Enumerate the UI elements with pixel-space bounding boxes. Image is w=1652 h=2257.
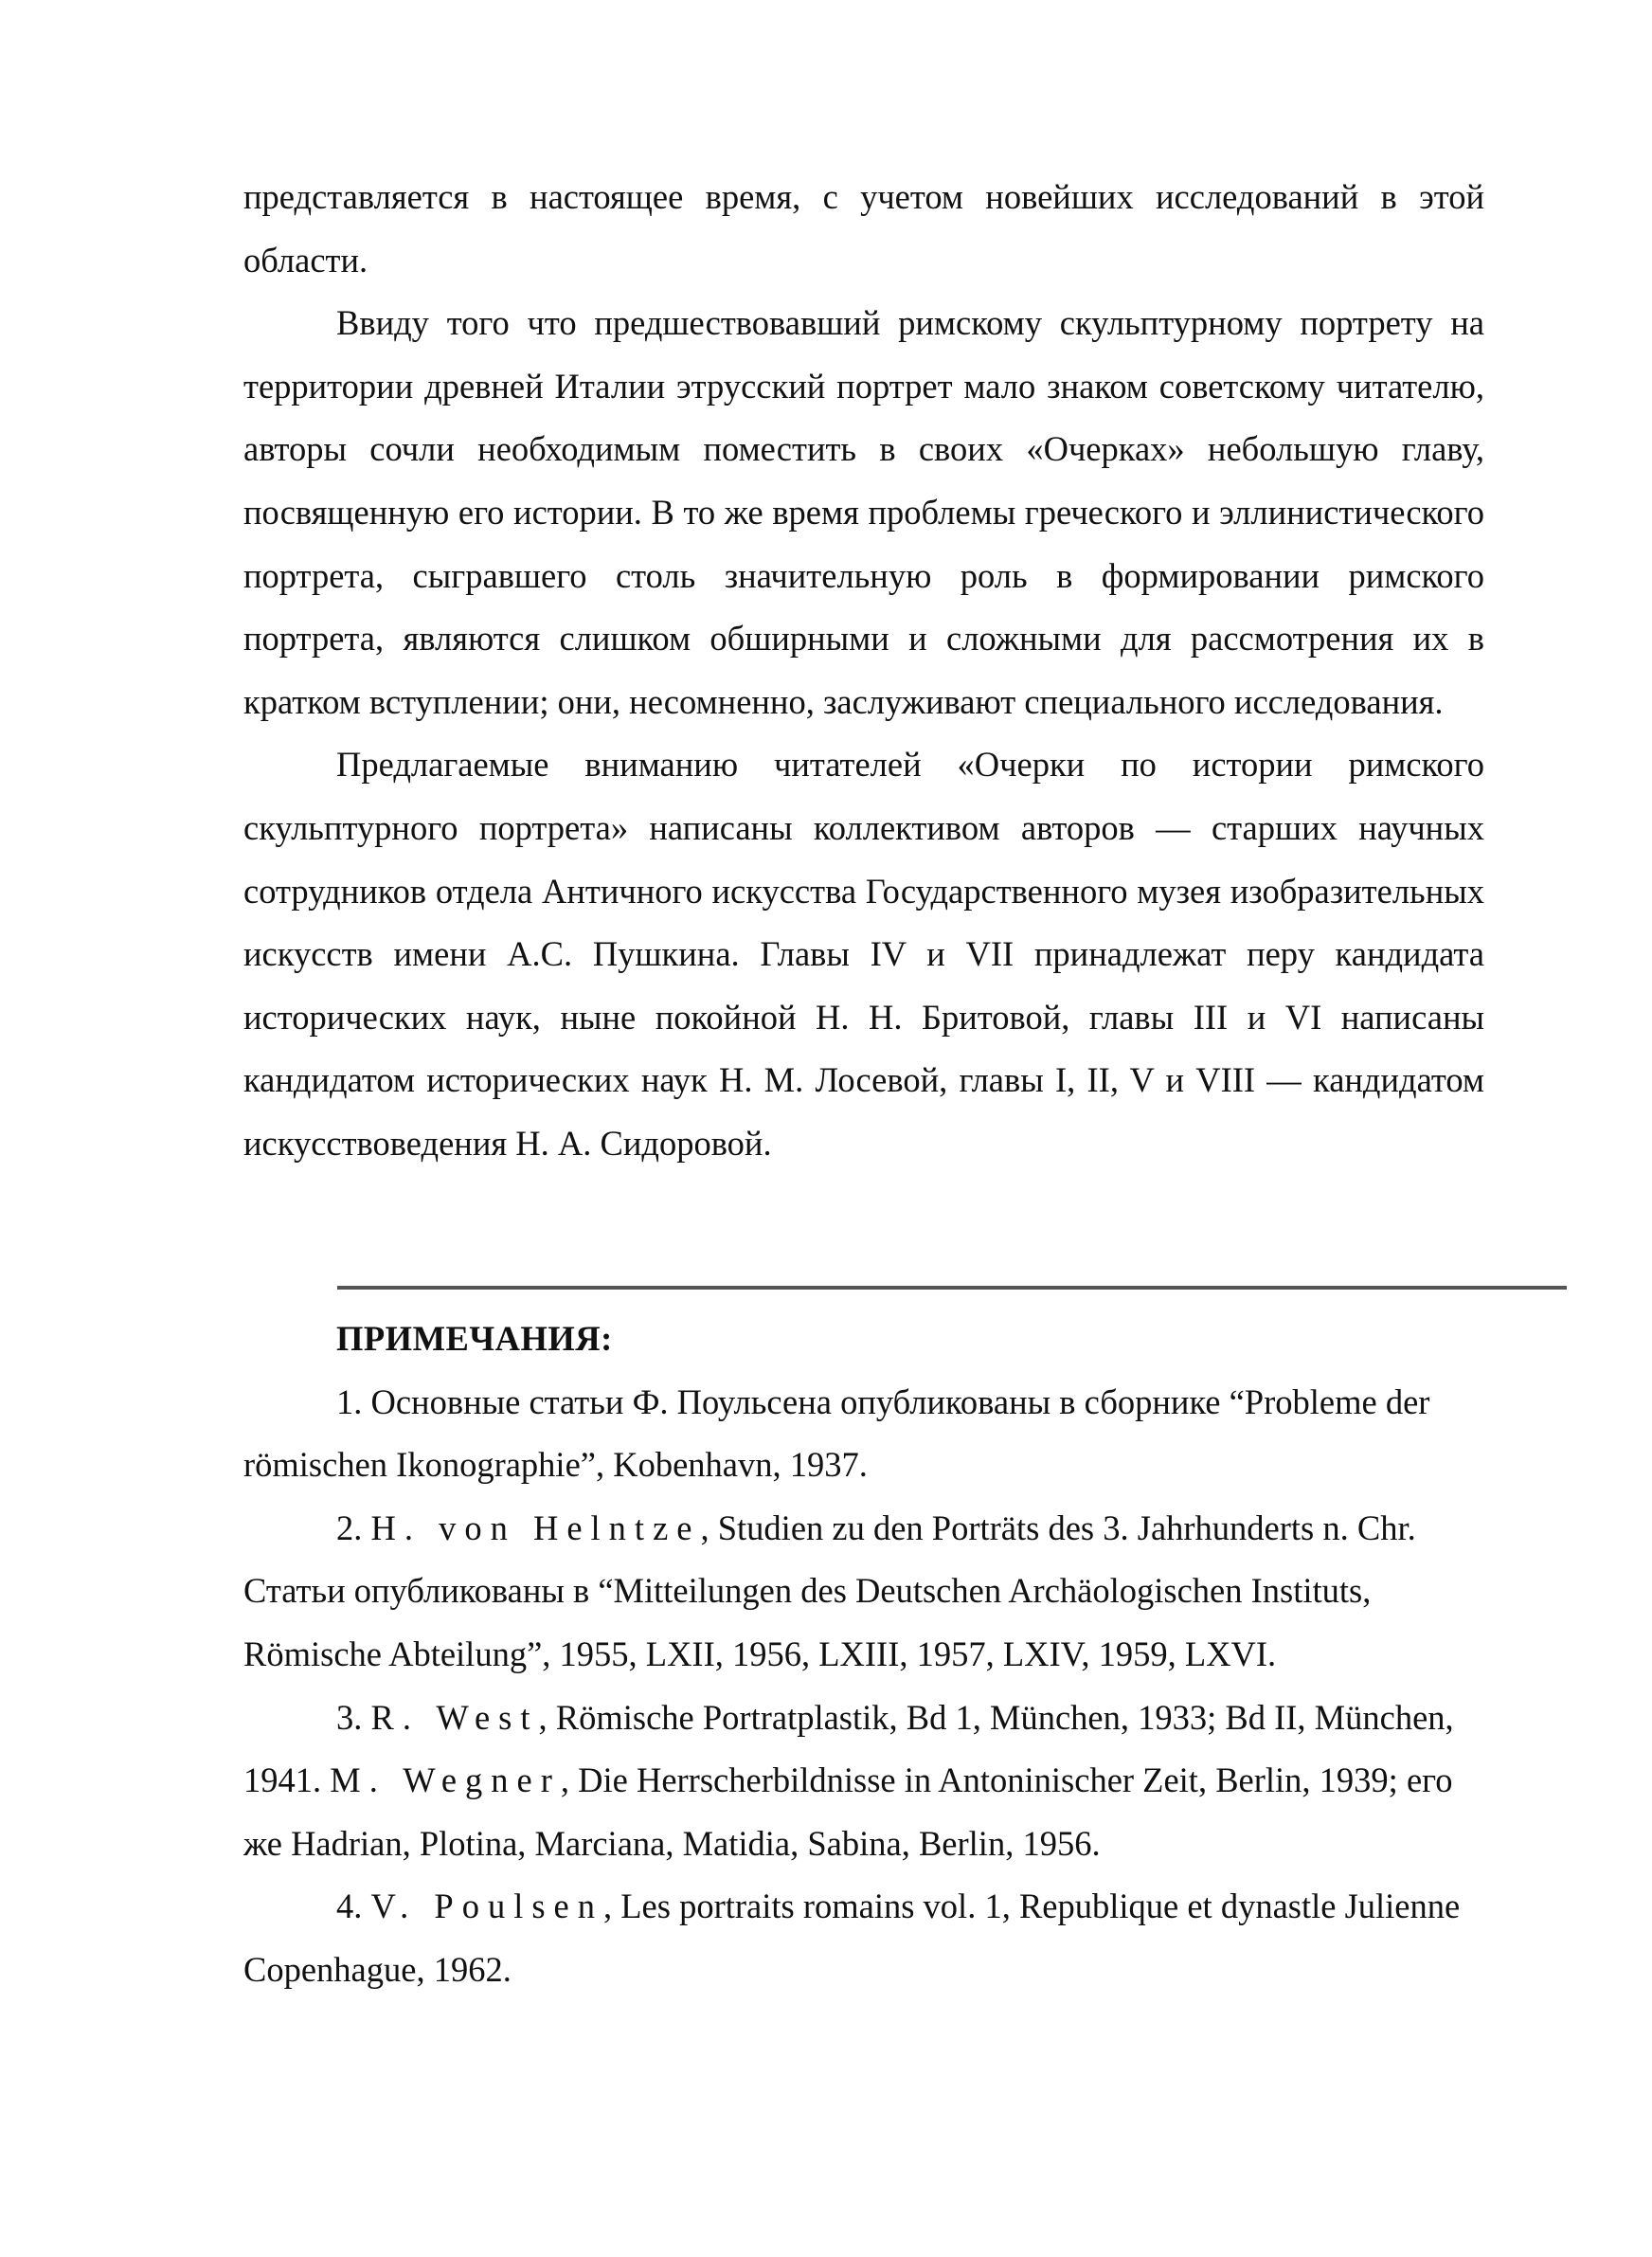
note-3-text-wegner: , Die Herrscherbildnisse in Antoninischer Zeit, Berlin, 1939; его же Hadrian, Plotina, Marciana, Matidia, Sabina, Berlin, 1956. bbox=[243, 1760, 1453, 1863]
paragraph-etruscan-portrait: Ввиду того что предшествовавший римскому скульптурному портрету на территории древней Италии этрусский портрет мало знаком советскому читателю, авторы сочли необходимым поместить в своих «Очерках» небольшую главу, посвященную его истории. В то же время проблемы греческого и эллинистического портрета, сыгравшего столь значительную роль в формировании римского портрета, являются слишком обширными и сложными для рассмотрения их в кратком вступлении; они, несомненно, заслуживают специального исследования. bbox=[243, 303, 1484, 721]
note-2 bbox=[243, 1497, 1484, 1687]
note-3-author-wegner: M. Wegner bbox=[330, 1760, 561, 1800]
note-3-author-west: R. West bbox=[370, 1697, 539, 1737]
paragraph-continuation: представляется в настоящее время, с учетом новейших исследований в этой области. bbox=[243, 177, 1484, 280]
note-3-text-west: , Römische Portratplastik, Bd 1, München, 1933; Bd II, München, 1941. bbox=[243, 1697, 1454, 1800]
main-text bbox=[243, 166, 1484, 1176]
note-2-number: 2. bbox=[336, 1508, 363, 1547]
note-1: 1. Основные статьи Ф. Поульсена опубликованы в сборнике “Probleme der römischen Ikonographie”, Kobenhavn, 1937. bbox=[243, 1381, 1430, 1485]
note-4-text: , Les portraits romains vol. 1, Republique et dynastle Julienne Copenhague, 1962. bbox=[243, 1887, 1461, 1989]
paragraph-authors: Предлагаемые вниманию читателей «Очерки по истории римского скульптурного портрета» написаны коллективом авторов — старших научных сотрудников отдела Античного искусства Государственного музея изобразительных искусств имени А.С. Пушкина. Главы IV и VII принадлежат перу кандидата исторических наук, ныне покойной Н. Н. Бритовой, главы III и VI написаны кандидатом исторических наук Н. М. Лосевой, главы I, II, V и VIII — кандидатом искусствоведения Н. А. Сидоровой. bbox=[243, 745, 1485, 1163]
note-2-text: , Studien zu den Porträts des 3. Jahrhunderts n. Chr. Статьи опубликованы в “Mitteilungen des Deutschen Archäologischen Instituts, Römische Abteilung”, 1955, LXII, 1956, LXIII, 1957, LXIV, 1959, LXVI. bbox=[243, 1508, 1416, 1673]
note-4-author: V. Poulsen bbox=[370, 1887, 603, 1926]
note-3 bbox=[243, 1687, 1484, 1876]
note-3-number: 3. bbox=[336, 1697, 363, 1737]
note-4 bbox=[243, 1875, 1484, 2001]
note-2-author: H. von Helntze bbox=[370, 1508, 701, 1547]
notes-heading: ПРИМЕЧАНИЯ: bbox=[336, 1319, 613, 1358]
note-4-number: 4. bbox=[336, 1887, 363, 1926]
footnote-separator-rule bbox=[337, 1286, 1567, 1290]
notes-section bbox=[243, 1308, 1484, 2002]
